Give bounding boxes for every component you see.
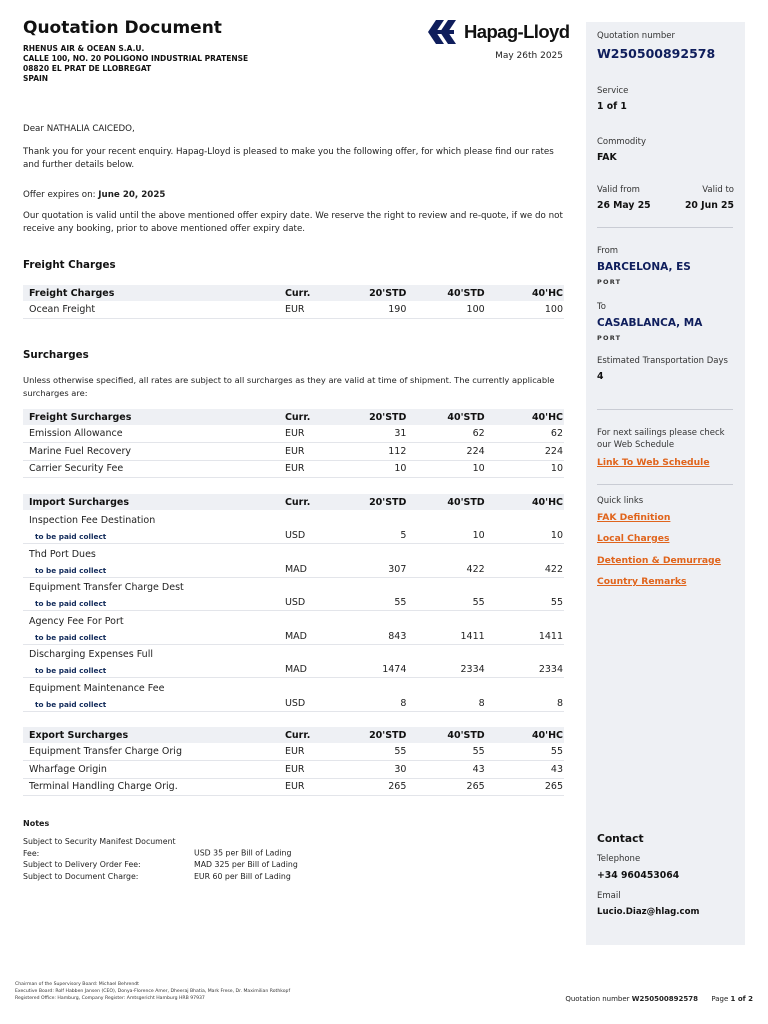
valid-to-value: 20 Jun 25 (684, 200, 734, 211)
footer-line: Executive Board: Rolf Habben Jansen (CEO), Donya-Florence Amer, Dheeraj Bhatia, Mark Frese, Dr. Maximilian Rothkopf (15, 989, 291, 994)
table-row (23, 611, 564, 645)
rate-40std: 265 (407, 778, 485, 796)
address-line: 08820 EL PRAT DE LLOBREGAT (23, 64, 152, 73)
footer-qnum: W250500892578 (631, 995, 698, 1003)
valid-to-label: Valid to (702, 185, 734, 195)
charge-name-cell (23, 611, 279, 645)
page-number: 1 of 2 (730, 995, 753, 1003)
footer-line: Registered Office: Hamburg, Company Register: Amtsgericht Hamburg HRB 97937 (15, 996, 205, 1001)
currency: EUR (279, 460, 339, 478)
table-row (23, 778, 564, 796)
rate-40std: 1411 (407, 611, 485, 645)
rate-40hc: 1411 (486, 611, 564, 645)
valid-from-label: Valid from (597, 185, 640, 195)
document-title: Quotation Document (23, 18, 222, 38)
column-header: Curr. (279, 727, 339, 743)
charge-name: Equipment Transfer Charge Orig (23, 743, 279, 761)
rate-20std: 1474 (339, 644, 407, 678)
rate-40hc: 10 (486, 460, 564, 478)
rate-40std: 43 (407, 761, 485, 779)
payment-term: to be paid collect (35, 565, 107, 575)
table-header (23, 727, 564, 743)
detention-demurrage-link[interactable]: Detention & Demurrage (597, 555, 721, 566)
table-row (23, 443, 564, 461)
rate-40hc: 43 (486, 761, 564, 779)
payment-term: to be paid collect (35, 666, 107, 675)
rate-40hc: 62 (486, 425, 564, 443)
rate-20std: 843 (339, 611, 407, 645)
commodity-value: FAK (597, 152, 617, 163)
telephone-label: Telephone (597, 854, 641, 864)
salutation: Dear NATHALIA CAICEDO, (23, 124, 135, 134)
table-row (23, 743, 564, 761)
destination-port: CASABLANCA, MA (597, 317, 703, 329)
rate-40hc: 422 (486, 544, 564, 578)
payment-term: to be paid collect (35, 599, 107, 608)
freight-charges-table (23, 285, 564, 319)
table-row (23, 644, 564, 678)
rate-40hc: 2334 (486, 644, 564, 678)
note-item (23, 859, 298, 871)
charge-name-cell (23, 510, 279, 544)
charge-name: Terminal Handling Charge Orig. (23, 778, 279, 796)
from-label: From (597, 246, 619, 256)
fak-definition-link[interactable]: FAK Definition (597, 512, 671, 523)
rate-40std: 422 (407, 544, 485, 578)
charge-name: Ocean Freight (23, 301, 279, 319)
charge-name: Carrier Security Fee (23, 460, 279, 478)
table-row (23, 510, 564, 544)
note-label: Subject to Delivery Order Fee: (23, 860, 141, 869)
note-item (23, 836, 298, 859)
column-header: 40'STD (407, 285, 485, 301)
recipient-address (23, 44, 248, 84)
table-header (23, 494, 564, 510)
charge-name: Equipment Transfer Charge Dest (29, 582, 184, 593)
address-line: CALLE 100, NO. 20 POLIGONO INDUSTRIAL PRATENSE (23, 54, 249, 63)
divider (597, 227, 733, 228)
rate-40hc: 100 (486, 301, 564, 319)
rate-20std: 5 (339, 510, 407, 544)
rate-40std: 62 (407, 425, 485, 443)
valid-from-value: 26 May 25 (597, 200, 651, 211)
column-header: 40'HC (486, 285, 564, 301)
column-header: Freight Surcharges (23, 409, 279, 425)
column-header: Curr. (279, 285, 339, 301)
column-header: Freight Charges (23, 285, 279, 301)
local-charges-link[interactable]: Local Charges (597, 533, 670, 544)
to-label: To (597, 302, 606, 312)
rate-40std: 55 (407, 577, 485, 611)
table-row (23, 460, 564, 478)
validity-paragraph: Our quotation is valid until the above mentioned offer expiry date. We reserve the right to review and re-quote, if we do not receive any booking, prior to above mentioned offer expiry date. (23, 211, 563, 234)
charge-name: Thd Port Dues (29, 548, 96, 560)
column-header: Curr. (279, 494, 339, 510)
table-row (23, 425, 564, 443)
table-row (23, 678, 564, 712)
footer-qnum-label: Quotation number (565, 995, 630, 1003)
charge-name: Discharging Expenses Full (29, 649, 153, 660)
table-row (23, 761, 564, 779)
column-header: 40'STD (407, 494, 485, 510)
table-header (23, 409, 564, 425)
currency: EUR (279, 425, 339, 443)
address-line: SPAIN (23, 74, 49, 83)
column-header: 20'STD (339, 285, 407, 301)
rate-40std: 10 (407, 510, 485, 544)
payment-term: to be paid collect (35, 632, 107, 642)
charge-name: Inspection Fee Destination (29, 515, 156, 526)
rate-20std: 55 (339, 577, 407, 611)
column-header: 20'STD (339, 409, 407, 425)
note-label: Subject to Security Manifest Document Fee: (23, 837, 176, 858)
contact-heading: Contact (597, 832, 644, 845)
note-value: EUR 60 per Bill of Lading (194, 871, 291, 881)
email-label: Email (597, 891, 621, 901)
column-header: 40'STD (407, 727, 485, 743)
surcharges-text: Unless otherwise specified, all rates are subject to all surcharges as they are valid at time of shipment. The currently applicable surcharges are: (23, 375, 555, 398)
table-header (23, 285, 564, 301)
origin-type: PORT (597, 278, 622, 286)
charge-name-cell (23, 544, 279, 578)
column-header: Curr. (279, 409, 339, 425)
column-header: 40'STD (407, 409, 485, 425)
table-row (23, 301, 564, 319)
currency: MAD (279, 611, 339, 645)
currency: MAD (279, 544, 339, 578)
column-header: Import Surcharges (23, 494, 279, 510)
charge-name-cell (23, 577, 279, 611)
intro-paragraph: Thank you for your recent enquiry. Hapag-Lloyd is pleased to make you the following offer, for which please find our rates and further details below. (23, 147, 554, 170)
company-footer (15, 981, 290, 1002)
web-schedule-link[interactable]: Link To Web Schedule (597, 457, 710, 468)
currency: EUR (279, 301, 339, 319)
export-surcharges-table (23, 727, 564, 796)
quotation-number: W250500892578 (597, 46, 716, 61)
payment-term: to be paid collect (35, 699, 107, 709)
document-date: May 26th 2025 (495, 51, 563, 61)
table-row (23, 577, 564, 611)
rate-20std: 31 (339, 425, 407, 443)
destination-type: PORT (597, 334, 622, 342)
column-header: 20'STD (339, 727, 407, 743)
rate-40std: 55 (407, 743, 485, 761)
rate-40std: 8 (407, 678, 485, 712)
charge-name: Equipment Maintenance Fee (29, 682, 165, 694)
hapag-lloyd-logo-icon (428, 20, 458, 44)
rate-20std: 112 (339, 443, 407, 461)
rate-40hc: 10 (486, 510, 564, 544)
charge-name: Marine Fuel Recovery (23, 443, 279, 461)
offer-expiry-date: June 20, 2025 (98, 190, 166, 200)
column-header: 40'HC (486, 727, 564, 743)
notes-heading: Notes (23, 819, 50, 828)
rate-20std: 307 (339, 544, 407, 578)
currency: EUR (279, 443, 339, 461)
rate-20std: 265 (339, 778, 407, 796)
hapag-lloyd-logo (428, 20, 569, 44)
rate-40std: 2334 (407, 644, 485, 678)
note-item (23, 871, 298, 883)
divider (597, 409, 733, 410)
rate-20std: 10 (339, 460, 407, 478)
rate-40std: 224 (407, 443, 485, 461)
email-value[interactable]: Lucio.Diaz@hlag.com (597, 907, 700, 917)
rate-20std: 30 (339, 761, 407, 779)
note-value: USD 35 per Bill of Lading (194, 848, 292, 858)
charge-name-cell (23, 644, 279, 678)
rate-40hc: 55 (486, 743, 564, 761)
currency: USD (279, 510, 339, 544)
charge-name-cell (23, 678, 279, 712)
note-value: MAD 325 per Bill of Lading (194, 860, 298, 869)
rate-20std: 190 (339, 301, 407, 319)
service-label: Service (597, 86, 629, 96)
rate-40std: 100 (407, 301, 485, 319)
charge-name: Emission Allowance (23, 425, 279, 443)
country-remarks-link[interactable]: Country Remarks (597, 576, 687, 587)
commodity-label: Commodity (597, 137, 647, 147)
page-label: Page (711, 995, 729, 1003)
divider (597, 484, 733, 485)
import-surcharges-table (23, 494, 564, 712)
rate-40hc: 55 (486, 577, 564, 611)
rate-40hc: 8 (486, 678, 564, 712)
quotation-number-label: Quotation number (597, 31, 675, 41)
surcharges-heading: Surcharges (23, 349, 89, 361)
note-label: Subject to Document Charge: (23, 871, 139, 881)
address-line: RHENUS AIR & OCEAN S.A.U. (23, 44, 145, 53)
currency: EUR (279, 761, 339, 779)
footer-line: Chairman of the Supervisory Board: Michael Behrendt (15, 982, 139, 987)
rate-40hc: 224 (486, 443, 564, 461)
column-header: 40'HC (486, 494, 564, 510)
column-header: Export Surcharges (23, 727, 279, 743)
column-header: 40'HC (486, 409, 564, 425)
quick-links-label: Quick links (597, 496, 644, 506)
rate-20std: 8 (339, 678, 407, 712)
service-value: 1 of 1 (597, 101, 627, 112)
transport-days-value: 4 (597, 371, 604, 382)
currency: USD (279, 678, 339, 712)
charge-name: Wharfage Origin (23, 761, 279, 779)
logo-wordmark: Hapag-Lloyd (464, 21, 570, 42)
transport-days-label: Estimated Transportation Days (597, 356, 728, 366)
charge-name: Agency Fee For Port (29, 615, 124, 627)
page-footer (565, 995, 753, 1003)
quotation-summary-panel (586, 22, 745, 945)
telephone-value: +34 960453064 (597, 870, 680, 881)
rate-40hc: 265 (486, 778, 564, 796)
column-header: 20'STD (339, 494, 407, 510)
currency: EUR (279, 743, 339, 761)
rate-40std: 10 (407, 460, 485, 478)
currency: MAD (279, 644, 339, 678)
payment-term: to be paid collect (35, 532, 107, 541)
rate-20std: 55 (339, 743, 407, 761)
currency: EUR (279, 778, 339, 796)
offer-expiry-label: Offer expires on: (23, 190, 96, 200)
notes-list (23, 836, 298, 882)
offer-expiry (23, 189, 563, 202)
freight-surcharges-table (23, 409, 564, 478)
currency: USD (279, 577, 339, 611)
sailings-text: For next sailings please check our Web Schedule (597, 428, 725, 450)
origin-port: BARCELONA, ES (597, 261, 691, 273)
freight-charges-heading: Freight Charges (23, 259, 116, 271)
table-row (23, 544, 564, 578)
